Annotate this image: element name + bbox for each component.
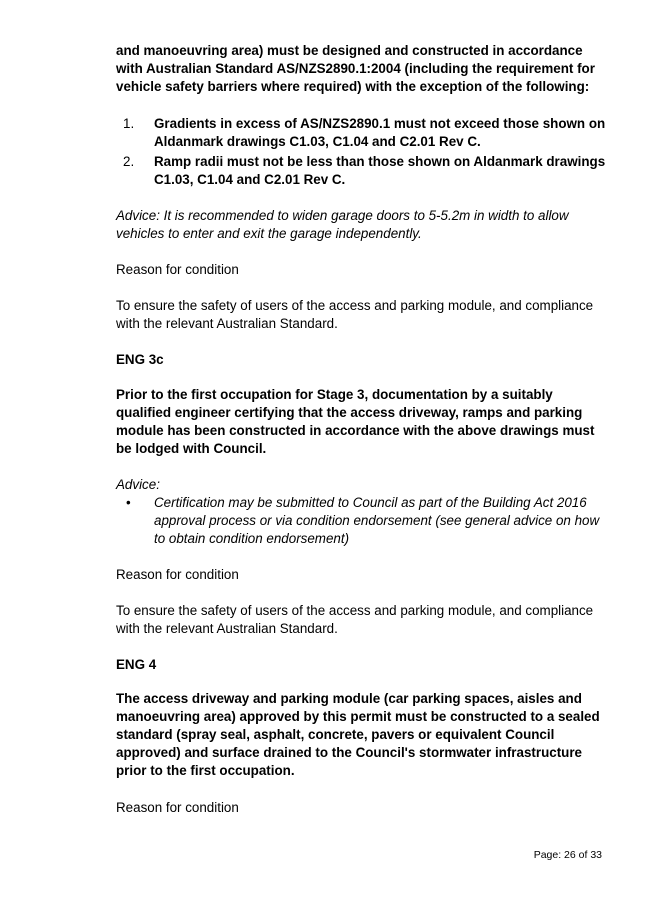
list-item bbox=[116, 153, 608, 189]
list-item-text: Ramp radii must not be less than those shown on Aldanmark drawings C1.03, C1.04 and C2.01 Rev C. bbox=[154, 154, 606, 187]
section-heading-eng3c: ENG 3c bbox=[116, 352, 164, 367]
reason-text: To ensure the safety of users of the access and parking module, and compliance with the relevant Australian Standard. bbox=[116, 603, 594, 636]
list-item-text: Gradients in excess of AS/NZS2890.1 must not exceed those shown on Aldanmark drawings C1.03, C1.04 and C2.01 Rev C. bbox=[154, 116, 606, 149]
bullet-icon: • bbox=[126, 495, 131, 510]
advice-bullet-text: Certification may be submitted to Council as part of the Building Act 2016 approval process or via condition endorsement (see general advice on how to obtain condition endorsement) bbox=[154, 495, 600, 546]
advice-paragraph: Advice: It is recommended to widen garage doors to 5-5.2m in width to allow vehicles to enter and exit the garage independently. bbox=[116, 208, 569, 241]
eng4-condition-text: The access driveway and parking module (car parking spaces, aisles and manoeuvring area) approved by this permit must be constructed to a sealed standard (spray seal, asphalt, concrete, pavers or equivalent Council approved) and surface drained to the Council's stormwater infrastructure prior to the first occupation. bbox=[116, 691, 600, 778]
reason-label: Reason for condition bbox=[116, 567, 239, 582]
eng3c-condition-text: Prior to the first occupation for Stage 3, documentation by a suitably qualified engineer certifying that the access driveway, ramps and parking module has been constructed in accordance with the above drawings must be lodged with Council. bbox=[116, 387, 595, 456]
reason-text: To ensure the safety of users of the access and parking module, and compliance with the relevant Australian Standard. bbox=[116, 298, 594, 331]
list-item bbox=[116, 494, 608, 548]
list-number: 2. bbox=[123, 154, 135, 169]
page-number: Page: 26 of 33 bbox=[533, 849, 602, 861]
list-item bbox=[116, 115, 608, 151]
paragraph-continuation: and manoeuvring area) must be designed and constructed in accordance with Australian Standard AS/NZS2890.1:2004 (including the requirement for vehicle safety barriers where required) with the exception of the following: bbox=[116, 43, 595, 94]
exception-list bbox=[116, 115, 608, 191]
reason-label: Reason for condition bbox=[116, 262, 239, 277]
advice-bullet-list bbox=[116, 494, 608, 548]
reason-label: Reason for condition bbox=[116, 800, 239, 815]
list-number: 1. bbox=[123, 116, 135, 131]
section-heading-eng4: ENG 4 bbox=[116, 657, 157, 672]
advice-label: Advice: bbox=[116, 477, 160, 492]
